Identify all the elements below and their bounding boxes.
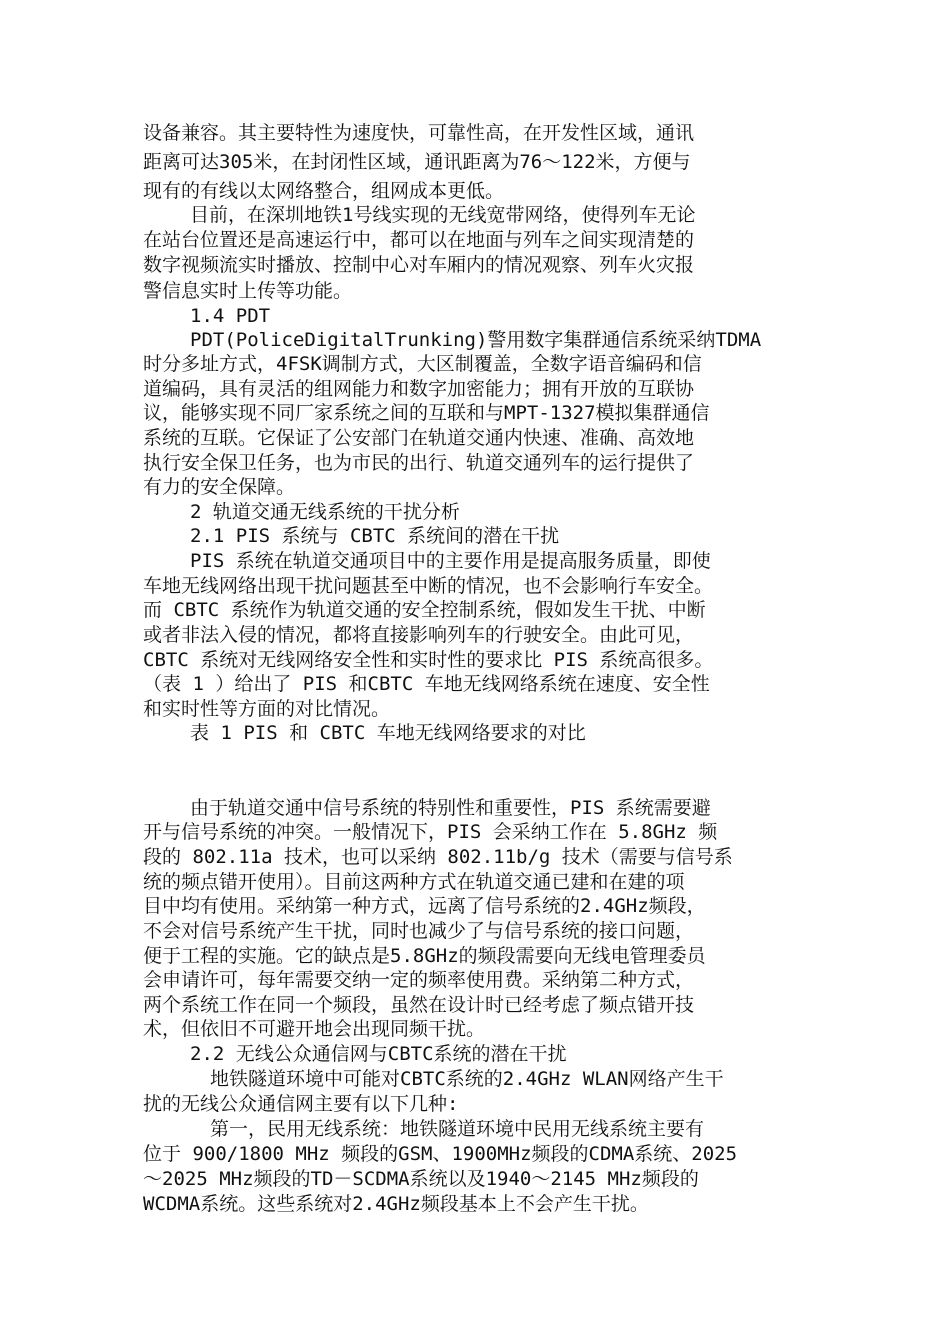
- text-line: 有力的安全保障。: [143, 476, 296, 498]
- text-line: 术，但依旧不可避开地会出现同频干扰。: [143, 1018, 486, 1040]
- text-line: PIS 系统在轨道交通项目中的主要作用是提高服务质量，即使: [190, 550, 711, 572]
- text-line: 段的 802.11a 技术，也可以采纳 802.11b/g 技术（需要与信号系: [143, 846, 733, 868]
- text-line: 地铁隧道环境中可能对CBTC系统的2.4GHz WLAN网络产生干: [210, 1068, 724, 1090]
- text-line: 开与信号系统的冲突。一般情况下，PIS 会采纳工作在 5.8GHz 频: [143, 821, 718, 843]
- text-line: WCDMA系统。这些系统对2.4GHz频段基本上不会产生干扰。: [143, 1193, 649, 1215]
- text-line: 议，能够实现不同厂家系统之间的互联和与MPT-1327模拟集群通信: [143, 402, 710, 424]
- text-line: PDT(PoliceDigitalTrunking)警用数字集群通信系统采纳TDMA: [190, 329, 762, 351]
- text-line: CBTC 系统对无线网络安全性和实时性的要求比 PIS 系统高很多。: [143, 649, 714, 671]
- subsection-heading: 2.1 PIS 系统与 CBTC 系统间的潜在干扰: [190, 525, 560, 547]
- text-line: 车地无线网络出现干扰问题甚至中断的情况，也不会影响行车安全。: [143, 575, 714, 597]
- text-line: 在站台位置还是高速运行中，都可以在地面与列车之间实现清楚的: [143, 229, 695, 251]
- text-line: 两个系统工作在同一个频段，虽然在设计时已经考虑了频点错开技: [143, 994, 695, 1016]
- text-line: 时分多址方式，4FSK调制方式，大区制覆盖，全数字语音编码和信: [143, 353, 702, 375]
- text-line: 和实时性等方面的对比情况。: [143, 698, 391, 720]
- text-line: 不会对信号系统产生干扰，同时也减少了与信号系统的接口问题，: [143, 920, 695, 942]
- text-line: 位于 900/1800 MHz 频段的GSM、1900MHz频段的CDMA系统、2025: [143, 1143, 738, 1165]
- text-line: ～2025 MHz频段的TD－SCDMA系统以及1940～2145 MHz频段的: [143, 1168, 699, 1190]
- text-line: 道编码，具有灵活的组网能力和数字加密能力；拥有开放的互联协: [143, 378, 695, 400]
- text-line: 目中均有使用。采纳第一种方式，远离了信号系统的2.4GHz频段，: [143, 895, 706, 917]
- table-caption: 表 1 PIS 和 CBTC 车地无线网络要求的对比: [190, 722, 586, 744]
- text-line: 设备兼容。其主要特性为速度快，可靠性高，在开发性区域，通讯: [143, 122, 695, 144]
- text-line: 数字视频流实时播放、控制中心对车厢内的情况观察、列车火灾报: [143, 254, 695, 276]
- text-line: 而 CBTC 系统作为轨道交通的安全控制系统，假如发生干扰、中断: [143, 599, 706, 621]
- text-line: 第一，民用无线系统：地铁隧道环境中民用无线系统主要有: [210, 1118, 705, 1140]
- text-line: 便于工程的实施。它的缺点是5.8GHz的频段需要向无线电管理委员: [143, 945, 706, 967]
- text-line: 现有的有线以太网络整合，组网成本更低。: [143, 180, 505, 202]
- text-line: 目前，在深圳地铁1号线实现的无线宽带网络，使得列车无论: [190, 204, 696, 226]
- text-line: 由于轨道交通中信号系统的特别性和重要性，PIS 系统需要避: [190, 797, 711, 819]
- section-heading: 1.4 PDT: [190, 305, 271, 327]
- subsection-heading: 2.2 无线公众通信网与CBTC系统的潜在干扰: [190, 1043, 567, 1065]
- text-line: 执行安全保卫任务，也为市民的出行、轨道交通列车的运行提供了: [143, 452, 695, 474]
- text-line: 会申请许可，每年需要交纳一定的频率使用费。采纳第二种方式，: [143, 969, 695, 991]
- text-line: 扰的无线公众通信网主要有以下几种:: [143, 1093, 459, 1115]
- text-line: （表 1 ）给出了 PIS 和CBTC 车地无线网络系统在速度、安全性: [143, 673, 710, 695]
- text-line: 警信息实时上传等功能。: [143, 280, 353, 302]
- text-line: 系统的互联。它保证了公安部门在轨道交通内快速、准确、高效地: [143, 427, 695, 449]
- section-heading: 2 轨道交通无线系统的干扰分析: [190, 501, 460, 523]
- text-line: 距离可达305米，在封闭性区域，通讯距离为76～122米，方便与: [143, 151, 691, 173]
- text-line: 或者非法入侵的情况，都将直接影响列车的行驶安全。由此可见，: [143, 624, 695, 646]
- text-line: 统的频点错开使用）。目前这两种方式在轨道交通已建和在建的项: [143, 871, 685, 893]
